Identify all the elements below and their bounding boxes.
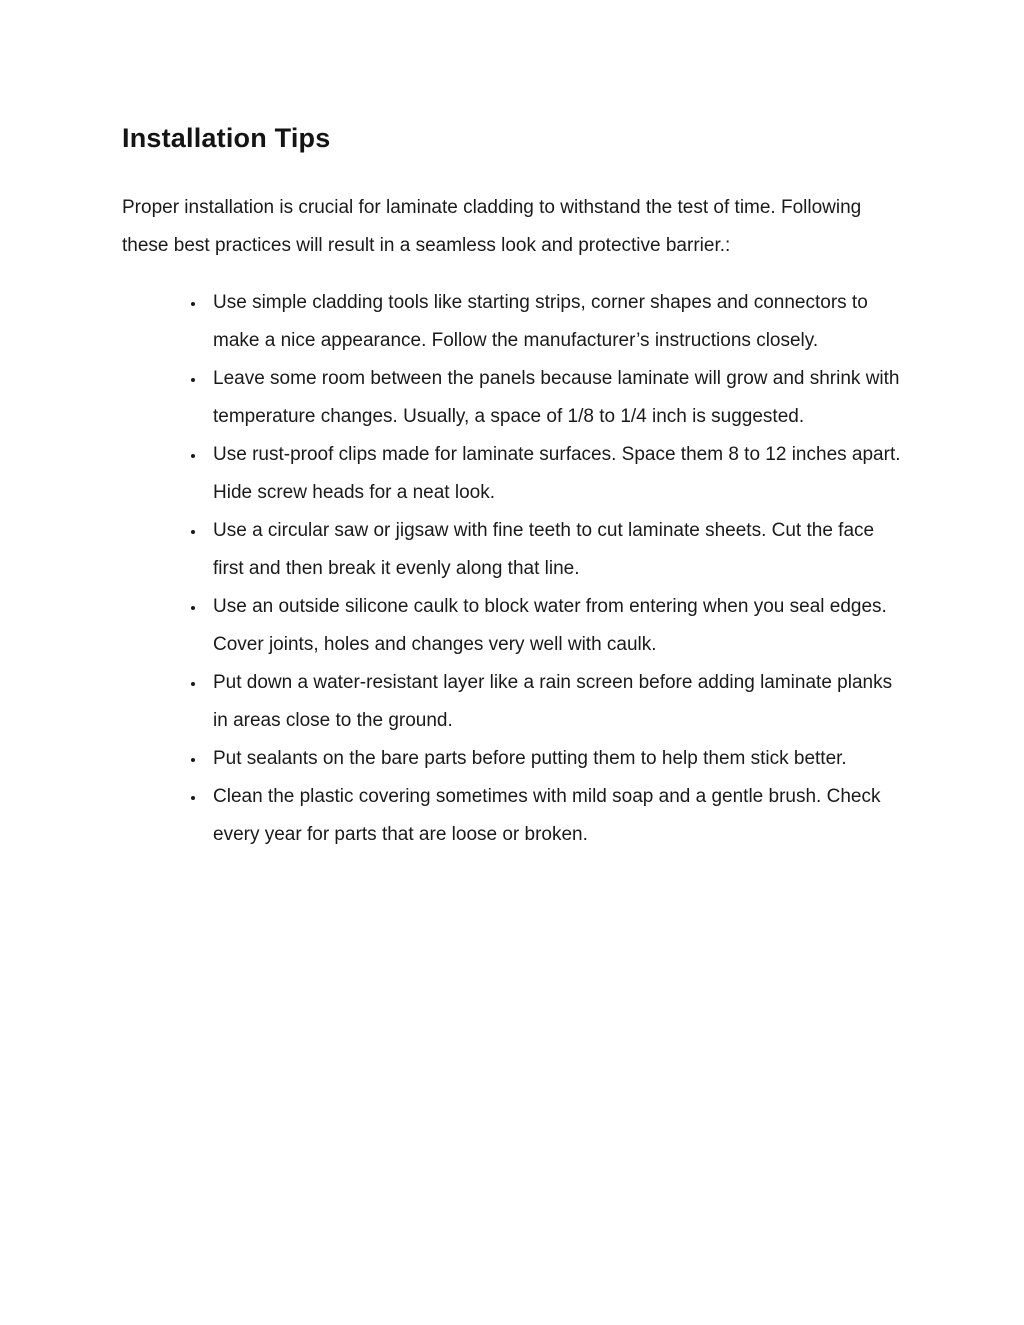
intro-paragraph: Proper installation is crucial for laminate cladding to withstand the test of time. Following these best practices will result in a seamless look and protective barrier.: [122,197,862,256]
list-item: • Use an outside silicone caulk to block water from entering when you seal edges. Cover joints, holes and changes very well with caulk. [206,588,904,664]
page-title: Installation Tips [122,123,331,153]
tips-list [122,284,904,854]
list-item: • Use rust-proof clips made for laminate surfaces. Space them 8 to 12 inches apart. Hide screw heads for a neat look. [206,436,904,512]
list-item: • Put down a water-resistant layer like a rain screen before adding laminate planks in areas close to the ground. [206,664,904,740]
list-item: • Leave some room between the panels because laminate will grow and shrink with temperature changes. Usually, a space of 1/8 to 1/4 inch is suggested. [206,360,904,436]
list-item: • Put sealants on the bare parts before putting them to help them stick better. [206,740,904,778]
list-item: • Clean the plastic covering sometimes with mild soap and a gentle brush. Check every year for parts that are loose or broken. [206,778,904,854]
list-item: • Use simple cladding tools like starting strips, corner shapes and connectors to make a nice appearance. Follow the manufacturer’s instructions closely. [206,284,904,360]
list-item: • Use a circular saw or jigsaw with fine teeth to cut laminate sheets. Cut the face first and then break it evenly along that line. [206,512,904,588]
